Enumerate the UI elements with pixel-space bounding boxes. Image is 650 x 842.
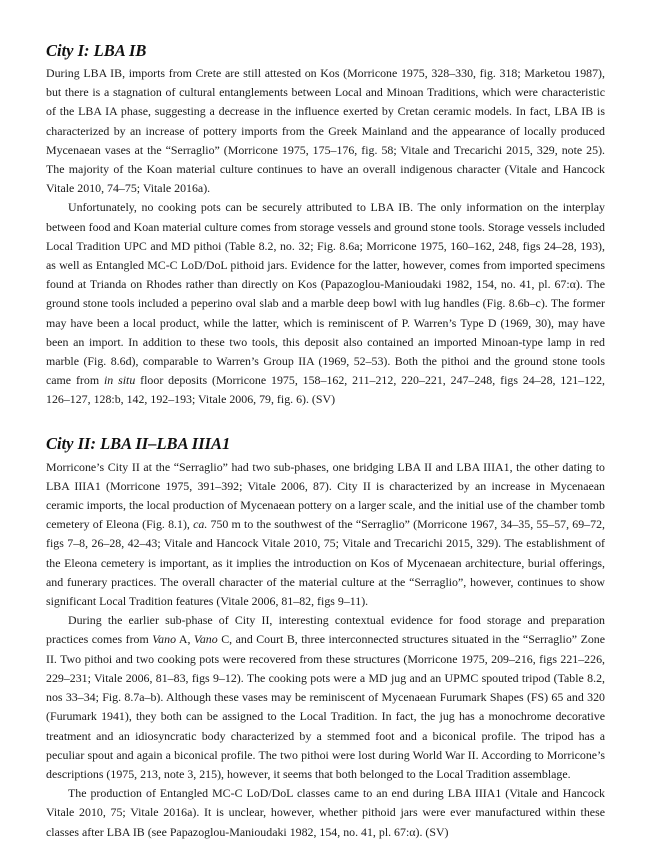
- section-city-i: [46, 40, 605, 410]
- text-run: Morricone’s City II at the “Serraglio” had two sub-phases, one bridging LBA II and LBA IIIA1, the other dating to LBA IIIA1 (Morricone 1975, 391–392; Vitale 2006, 87). City II is characterized by an increase in Mycenaean ceramic imports, the local production of Mycenaean pottery on a larger scale, and the initial use of the chamber tomb cemetery of Eleona (Fig. 8.1),: [46, 459, 605, 532]
- section-heading: City II: LBA II–LBA IIIA1: [46, 433, 231, 453]
- section-city-ii: [46, 433, 605, 842]
- text-run: 750 m to the southwest of the “Serraglio” (Morricone 1967, 34–35, 55–57, 69–72, figs 7–8, 26–28, 42–43; Vitale and Hancock Vitale 2010, 75; Vitale and Trecarichi 2015, 329). The establishment of the Eleona cemetery is important, as it implies the introduction on Kos of Mycenaean architecture, burial offerings, and funerary practices. The overall character of the material culture at the “Serraglio”, however, continues to show significant Local Tradition features (Vitale 2006, 81–82, figs 9–11).: [46, 517, 605, 609]
- text-run: Unfortunately, no cooking pots can be securely attributed to LBA IB. The only information on the interplay between food and Koan material culture comes from storage vessels and ground stone tools. Storage vessels included Local Tradition UPC and MD pithoi (Table 8.2, no. 32; Fig. 8.6a; Morricone 1975, 160–162, 248, figs 24–28, 193), as well as Entangled MC-C LoD/DoL pithoid jars. Evidence for the latter, however, comes from imported specimens found at Trianda on Rhodes rather than directly on Kos (Papazoglou-Manioudaki 1982, 154, no. 41, pl. 67:α). The ground stone tools included a peperino oval slab and a marble deep bowl with lug handles (Fig. 8.6b–c). The former may have been a local product, while the latter, which is reminiscent of P. Warren’s Type D (1969, 30), may have been an import. In addition to these two tools, this deposit also contained an imported Minoan-type lamp in red marble (Fig. 8.6d), comparable to Warren’s Group IIA (1969, 52–53). Both the pithoi and the ground stone tools came from: [46, 200, 605, 388]
- text-run-italic: ca.: [193, 517, 208, 532]
- text-run: C, and Court B, three interconnected structures situated in the “Serraglio” Zone II. Two pithoi and two cooking pots were recovered from these structures (Morricone 1975, 209–216, figs 221–226, 229–231; Vitale 2006, 81–83, figs 9–12). The cooking pots were a MD jug and an UPMC spouted tripod (Table 8.2, nos 33–34; Fig. 8.7a–b). Although these vases may be reminiscent of Mycenaean Furumark Shapes (FS) 65 and 320 (Furumark 1941), they both can be assigned to the Local Tradition. In fact, the jug has a monochrome decorative treatment and an idiosyncratic body characterized by a stemmed foot and a biconical profile. The tripod has a peculiar spout and again a biconical profile. The two pithoi were lost during World War II. According to Morricone’s descriptions (1975, 213, note 3, 215), however, it seems that both belonged to the Local Tradition assemblage.: [46, 632, 605, 781]
- paragraph: [46, 198, 605, 409]
- text-run-italic: Vano: [152, 632, 177, 647]
- paragraph: [46, 64, 605, 198]
- text-run: A,: [176, 632, 194, 647]
- document-page: [46, 40, 605, 842]
- text-run-italic: in situ: [103, 373, 136, 388]
- text-run: During the earlier sub-phase of City II, interesting contextual evidence for food storage and preparation practices comes from: [46, 613, 605, 647]
- paragraph: [46, 458, 605, 612]
- section-heading: City I: LBA IB: [46, 41, 147, 60]
- text-run: During LBA IB, imports from Crete are still attested on Kos (Morricone 1975, 328–330, fig. 318; Marketou 1987), but there is a stagnation of cultural entanglements between Local and Minoan Traditions, which were characteristic of the LBA IA phase, suggesting a decrease in the influence exerted by Cretan ceramic models. In fact, LBA IB is characterized by an increase of pottery imports from the Greek Mainland and the appearance of locally produced Mycenaean vases at the “Serraglio” (Morricone 1975, 175–176, fig. 58; Vitale and Trecarichi 2015, 329, note 25). The majority of the Koan material culture continues to have an overall indigenous character (Vitale and Hancock Vitale 2010, 74–75; Vitale 2016a).: [46, 66, 605, 196]
- text-run: floor deposits (Morricone 1975, 158–162, 211–212, 220–221, 247–248, figs 24–28, 121–122, 126–127, 128:b, 142, 192–193; Vitale 2006, 79, fig. 6). (SV): [46, 373, 605, 407]
- text-run-italic: Vano: [193, 632, 218, 647]
- text-run: The production of Entangled MC-C LoD/DoL classes came to an end during LBA IIIA1 (Vitale and Hancock Vitale 2010, 75; Vitale 2016a). It is unclear, however, whether pithoid jars were ever manufactured within these classes after LBA IB (see Papazoglou-Manioudaki 1982, 154, no. 41, pl. 67:α). (SV): [46, 786, 605, 839]
- paragraph: [46, 611, 605, 784]
- paragraph: [46, 784, 605, 842]
